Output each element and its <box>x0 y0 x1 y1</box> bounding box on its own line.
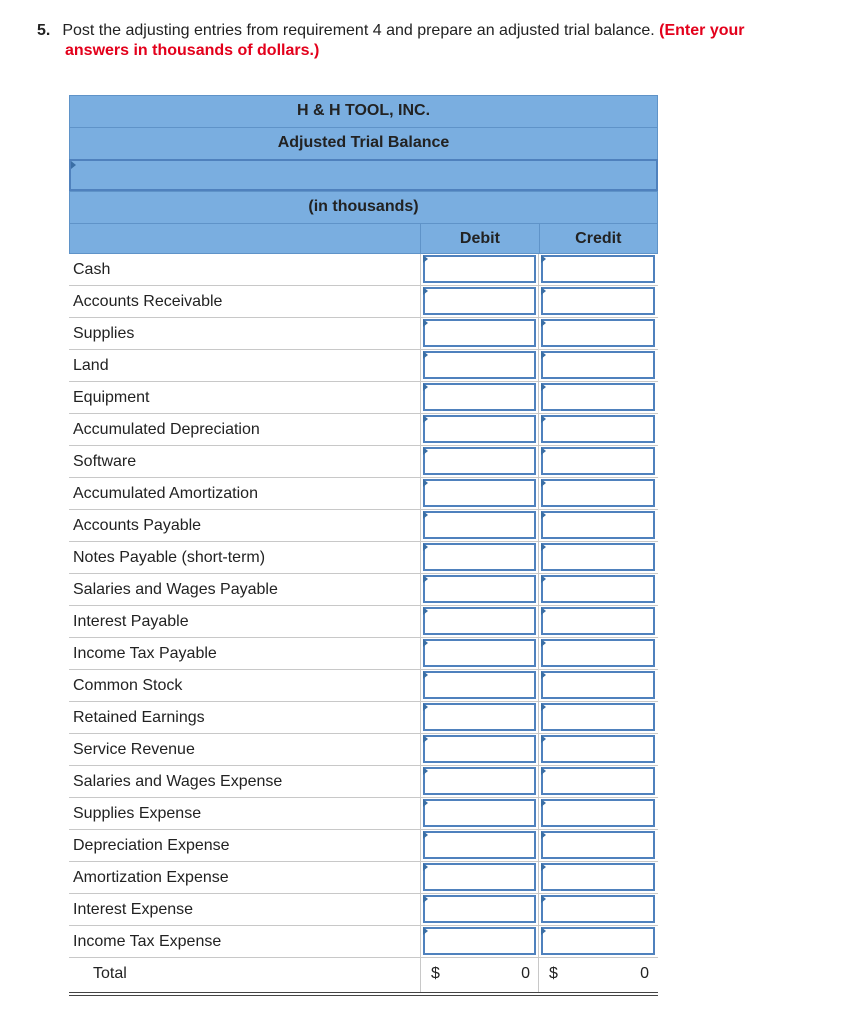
credit-cell <box>539 798 657 829</box>
table-row <box>69 926 658 958</box>
debit-cell <box>421 286 539 317</box>
debit-cell <box>421 926 539 957</box>
credit-input[interactable] <box>541 511 655 539</box>
account-name: Income Tax Expense <box>69 926 421 957</box>
account-name: Supplies Expense <box>69 798 421 829</box>
date-input-cell[interactable] <box>69 159 658 191</box>
input-marker-icon <box>541 799 546 807</box>
table-row <box>69 734 658 766</box>
input-marker-icon <box>423 639 428 647</box>
table-row <box>69 798 658 830</box>
input-marker-icon <box>423 383 428 391</box>
debit-cell <box>421 862 539 893</box>
total-label: Total <box>69 958 421 992</box>
credit-cell <box>539 638 657 669</box>
table-row <box>69 318 658 350</box>
debit-input[interactable] <box>423 543 536 571</box>
debit-input[interactable] <box>423 255 536 283</box>
debit-input[interactable] <box>423 447 536 475</box>
debit-input[interactable] <box>423 735 536 763</box>
credit-cell <box>539 446 657 477</box>
debit-input[interactable] <box>423 831 536 859</box>
debit-cell <box>421 350 539 381</box>
input-marker-icon <box>423 287 428 295</box>
account-name: Depreciation Expense <box>69 830 421 861</box>
account-name: Accumulated Depreciation <box>69 414 421 445</box>
debit-cell <box>421 702 539 733</box>
input-marker-icon <box>541 927 546 935</box>
input-marker-icon <box>541 863 546 871</box>
credit-cell <box>539 830 657 861</box>
debit-cell <box>421 606 539 637</box>
input-marker-icon <box>541 543 546 551</box>
account-name: Cash <box>69 254 421 285</box>
input-marker-icon <box>541 255 546 263</box>
credit-input[interactable] <box>541 863 655 891</box>
credit-input[interactable] <box>541 639 655 667</box>
credit-input[interactable] <box>541 383 655 411</box>
debit-input[interactable] <box>423 895 536 923</box>
debit-input[interactable] <box>423 639 536 667</box>
table-row <box>69 670 658 702</box>
table-row <box>69 542 658 574</box>
table-row <box>69 350 658 382</box>
total-debit-currency: $ <box>431 965 440 982</box>
credit-cell <box>539 510 657 541</box>
instruction-emphasis-2: answers in thousands of dollars.) <box>65 42 320 59</box>
credit-input[interactable] <box>541 351 655 379</box>
total-credit-value: 0 <box>640 965 649 982</box>
input-marker-icon <box>423 575 428 583</box>
credit-input[interactable] <box>541 895 655 923</box>
input-marker-icon <box>423 447 428 455</box>
total-debit <box>421 958 539 992</box>
input-marker-icon <box>541 479 546 487</box>
account-name: Land <box>69 350 421 381</box>
debit-input[interactable] <box>423 319 536 347</box>
total-row <box>69 958 658 996</box>
table-row <box>69 510 658 542</box>
table-row <box>69 638 658 670</box>
credit-input[interactable] <box>541 735 655 763</box>
account-name: Software <box>69 446 421 477</box>
credit-cell <box>539 766 657 797</box>
debit-cell <box>421 670 539 701</box>
account-name: Salaries and Wages Expense <box>69 766 421 797</box>
table-row <box>69 862 658 894</box>
input-marker-icon <box>423 767 428 775</box>
input-marker-icon <box>541 575 546 583</box>
credit-input[interactable] <box>541 767 655 795</box>
credit-cell <box>539 254 657 285</box>
credit-cell <box>539 414 657 445</box>
credit-input[interactable] <box>541 575 655 603</box>
table-row <box>69 894 658 926</box>
credit-cell <box>539 478 657 509</box>
credit-input[interactable] <box>541 479 655 507</box>
debit-cell <box>421 446 539 477</box>
credit-input[interactable] <box>541 831 655 859</box>
units-label: (in thousands) <box>69 191 658 223</box>
debit-input[interactable] <box>423 287 536 315</box>
input-marker-icon <box>423 735 428 743</box>
credit-input[interactable] <box>541 447 655 475</box>
account-name: Service Revenue <box>69 734 421 765</box>
debit-input[interactable] <box>423 383 536 411</box>
input-marker-icon <box>541 735 546 743</box>
input-marker-icon <box>423 415 428 423</box>
question-number: 5. <box>37 22 51 39</box>
input-marker-icon <box>541 767 546 775</box>
account-name: Accounts Payable <box>69 510 421 541</box>
input-marker-icon <box>423 895 428 903</box>
credit-input[interactable] <box>541 255 655 283</box>
input-marker-icon <box>423 511 428 519</box>
credit-cell <box>539 542 657 573</box>
account-name: Notes Payable (short-term) <box>69 542 421 573</box>
adjusted-trial-balance-table <box>69 95 658 996</box>
account-name: Amortization Expense <box>69 862 421 893</box>
credit-column-header: Credit <box>575 230 622 247</box>
input-marker-icon <box>541 351 546 359</box>
account-name: Interest Payable <box>69 606 421 637</box>
credit-cell <box>539 382 657 413</box>
input-marker-icon <box>423 607 428 615</box>
account-name: Salaries and Wages Payable <box>69 574 421 605</box>
credit-cell <box>539 574 657 605</box>
input-marker-icon <box>541 415 546 423</box>
input-marker-icon <box>423 255 428 263</box>
credit-cell <box>539 286 657 317</box>
debit-column-header: Debit <box>421 224 539 253</box>
table-row <box>69 286 658 318</box>
debit-cell <box>421 798 539 829</box>
debit-input[interactable] <box>423 863 536 891</box>
input-marker-icon <box>423 927 428 935</box>
total-credit <box>539 958 657 992</box>
table-row <box>69 702 658 734</box>
debit-cell <box>421 478 539 509</box>
debit-input[interactable] <box>423 511 536 539</box>
account-name: Common Stock <box>69 670 421 701</box>
debit-cell <box>421 318 539 349</box>
input-marker-icon <box>423 863 428 871</box>
debit-cell <box>421 830 539 861</box>
credit-cell <box>539 862 657 893</box>
debit-input[interactable] <box>423 927 536 955</box>
credit-cell <box>539 606 657 637</box>
debit-cell <box>421 382 539 413</box>
debit-cell <box>421 574 539 605</box>
table-row <box>69 766 658 798</box>
credit-input[interactable] <box>541 927 655 955</box>
debit-input[interactable] <box>423 351 536 379</box>
input-marker-icon <box>541 319 546 327</box>
column-header-row <box>69 223 658 254</box>
input-marker-icon <box>423 799 428 807</box>
debit-input[interactable] <box>423 767 536 795</box>
table-row <box>69 606 658 638</box>
credit-cell <box>539 670 657 701</box>
table-row <box>69 446 658 478</box>
debit-input[interactable] <box>423 703 536 731</box>
input-marker-icon <box>541 895 546 903</box>
statement-title: Adjusted Trial Balance <box>69 127 658 159</box>
account-name: Interest Expense <box>69 894 421 925</box>
account-name: Income Tax Payable <box>69 638 421 669</box>
credit-cell <box>539 318 657 349</box>
debit-input[interactable] <box>423 479 536 507</box>
debit-input[interactable] <box>423 415 536 443</box>
credit-input[interactable] <box>541 671 655 699</box>
debit-cell <box>421 510 539 541</box>
input-marker-icon <box>541 383 546 391</box>
account-column-header <box>70 224 421 253</box>
account-rows <box>69 254 658 958</box>
credit-cell <box>539 926 657 957</box>
instruction-emphasis-1: (Enter your <box>659 22 745 39</box>
credit-input[interactable] <box>541 607 655 635</box>
input-marker-icon <box>541 287 546 295</box>
credit-input[interactable] <box>541 543 655 571</box>
input-marker-icon <box>541 831 546 839</box>
debit-cell <box>421 894 539 925</box>
table-row <box>69 478 658 510</box>
debit-cell <box>421 734 539 765</box>
account-name: Supplies <box>69 318 421 349</box>
input-marker-icon <box>423 351 428 359</box>
credit-input[interactable] <box>541 415 655 443</box>
debit-cell <box>421 638 539 669</box>
credit-input[interactable] <box>541 799 655 827</box>
input-marker-icon <box>423 479 428 487</box>
credit-cell <box>539 702 657 733</box>
debit-cell <box>421 542 539 573</box>
table-row <box>69 414 658 446</box>
instruction-text <box>37 21 849 61</box>
input-marker-icon <box>423 543 428 551</box>
input-marker-icon <box>423 831 428 839</box>
table-row <box>69 574 658 606</box>
input-marker-icon <box>423 671 428 679</box>
debit-cell <box>421 414 539 445</box>
credit-input[interactable] <box>541 287 655 315</box>
debit-input[interactable] <box>423 607 536 635</box>
account-name: Accumulated Amortization <box>69 478 421 509</box>
instruction-body: Post the adjusting entries from requirement 4 and prepare an adjusted trial balance. <box>62 22 655 39</box>
debit-input[interactable] <box>423 575 536 603</box>
table-row <box>69 382 658 414</box>
credit-cell <box>539 350 657 381</box>
input-marker-icon <box>541 511 546 519</box>
credit-input[interactable] <box>541 703 655 731</box>
company-name: H & H TOOL, INC. <box>69 95 658 127</box>
input-marker-icon <box>541 607 546 615</box>
table-row <box>69 254 658 286</box>
total-credit-currency: $ <box>549 965 558 982</box>
credit-cell <box>539 734 657 765</box>
input-marker-icon <box>541 447 546 455</box>
credit-cell <box>539 894 657 925</box>
input-marker-icon <box>423 703 428 711</box>
input-marker-icon <box>423 319 428 327</box>
debit-input[interactable] <box>423 799 536 827</box>
account-name: Retained Earnings <box>69 702 421 733</box>
total-debit-value: 0 <box>521 965 530 982</box>
input-marker-icon <box>541 671 546 679</box>
debit-cell <box>421 254 539 285</box>
table-row <box>69 830 658 862</box>
input-marker-icon <box>541 639 546 647</box>
credit-input[interactable] <box>541 319 655 347</box>
account-name: Accounts Receivable <box>69 286 421 317</box>
debit-input[interactable] <box>423 671 536 699</box>
input-marker-icon <box>541 703 546 711</box>
account-name: Equipment <box>69 382 421 413</box>
debit-cell <box>421 766 539 797</box>
